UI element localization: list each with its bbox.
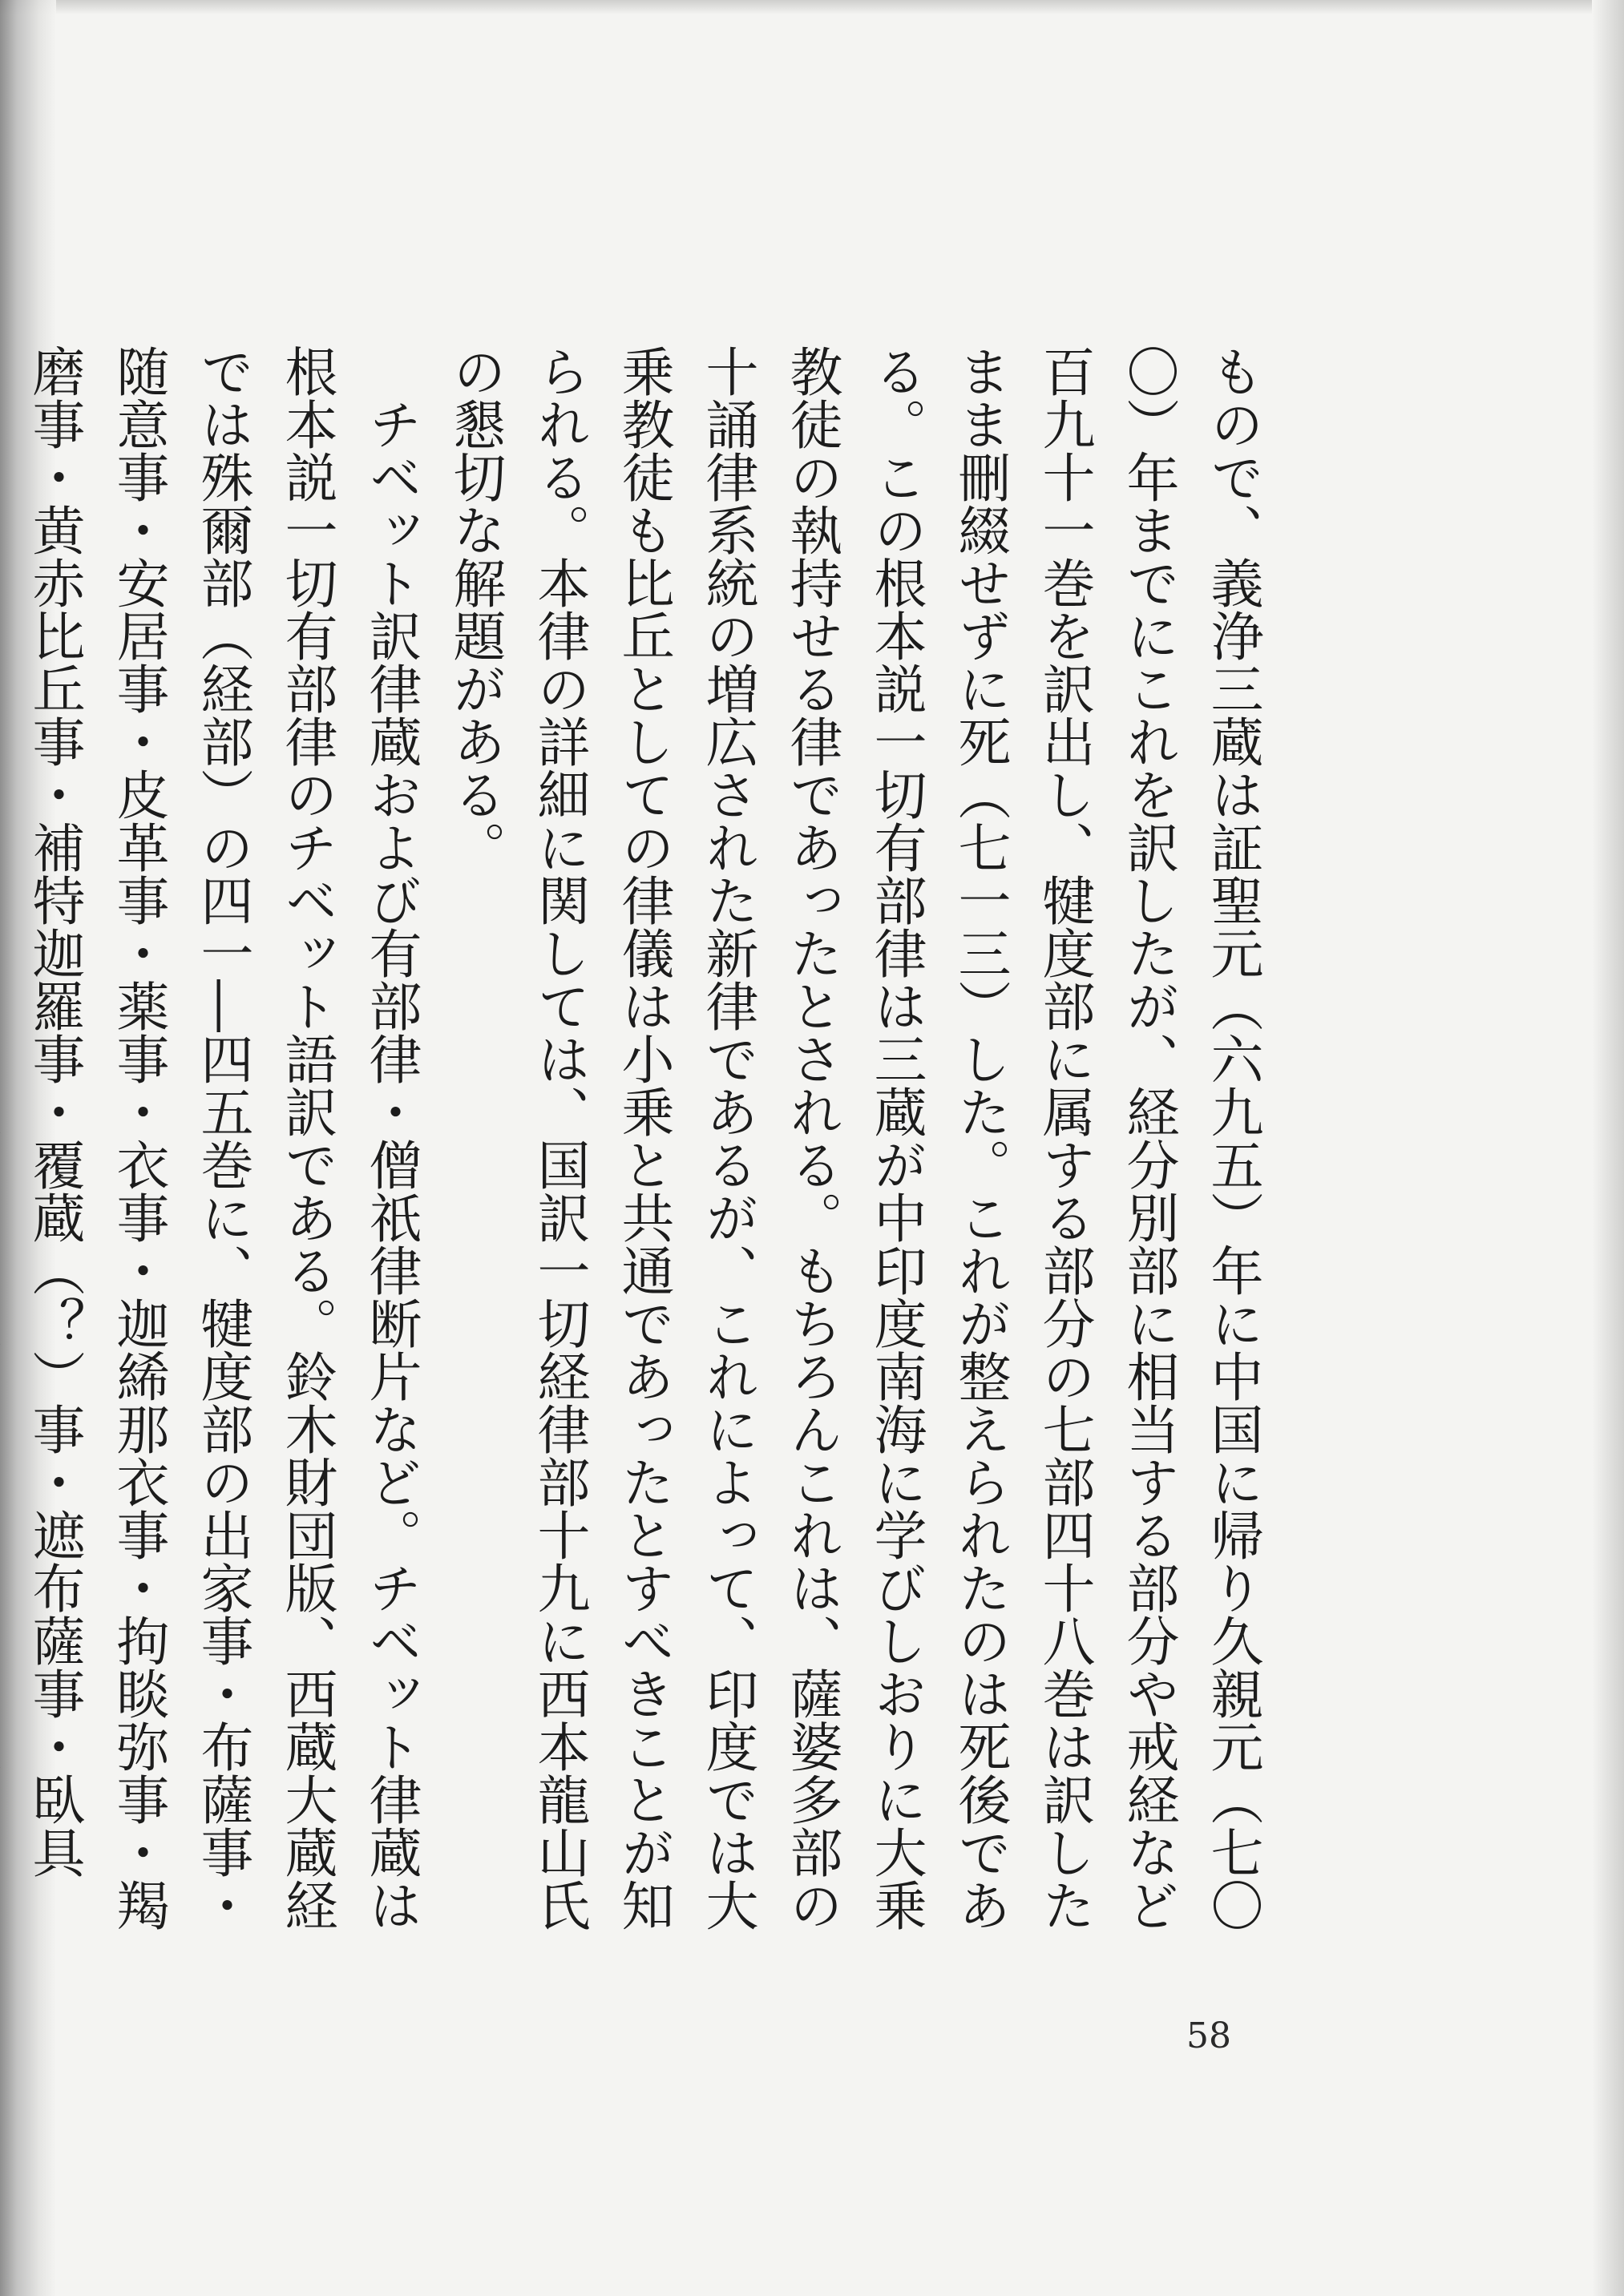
paragraph-vinaya-yijing: もので、義浄三蔵は証聖元（六九五）年に中国に帰り久親元（七〇〇）年までにこれを訳したが、経分別部に相当する部分や戒経など百九十一巻を訳出し、犍度部に属する部分の七部四十八巻は訳したまま刪綴せずに死（七一三）した。これが整えられたのは死後である。この根本説一切有部律は三蔵が中印度南海に学びしおりに大乗教徒の執持せる律であったとされる。もちろんこれは、薩婆多部の十誦律系統の増広された新律であるが、これによって、印度では大乗教徒も比丘としての律儀は小乗と共通であったとすべきことが知られる。本律の詳細に関しては、国訳一切経律部十九に西本龍山氏の懇切な解題がある。: [444, 345, 1263, 1931]
page-number: 58: [1186, 2016, 1231, 2056]
page-body-text: [23, 345, 1275, 1947]
paragraph-tibetan-vinaya: チベット訳律蔵および有部律・僧祇律断片など。チベット律蔵は根本説一切有部律のチベット語訳である。鈴木財団版、西蔵大蔵経では殊爾部（経部）の四一―四五巻に、犍度部の出家事・布薩事・随意事・安居事・皮革事・薬事・衣事・迦絺那衣事・拘睒弥事・羯磨事・黄赤比丘事・補特迦羅事・覆蔵（？）事・遮布薩事・臥具: [23, 345, 422, 1931]
scan-top-edge: [0, 0, 1624, 14]
scan-right-edge: [1592, 0, 1624, 2296]
